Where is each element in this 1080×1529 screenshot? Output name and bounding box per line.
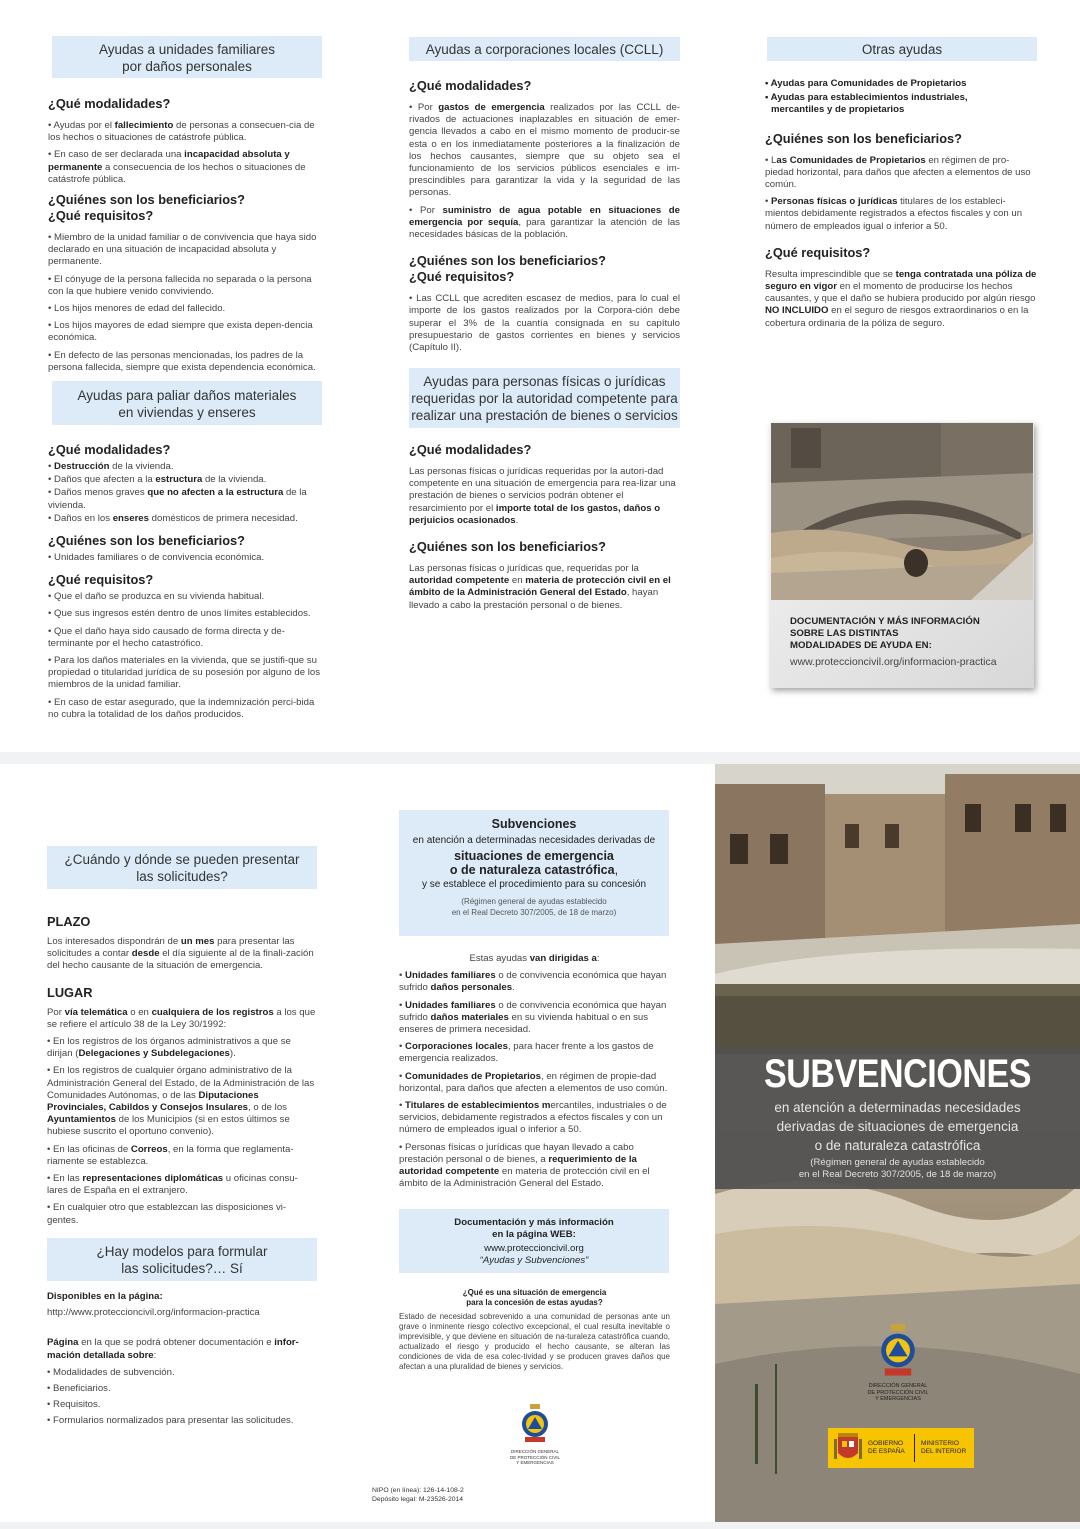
list-item: • En caso de ser declarada una incapacidad absoluta y permanente a consecuencia de los hechos o situaciones de catástrofe pública.	[48, 149, 306, 185]
subvenciones-box	[399, 810, 669, 936]
header-cuando-donde: ¿Cuándo y dónde se pueden presentar las solicitudes?	[47, 846, 317, 889]
paragraph: Resulta imprescindible que se tenga contratada una póliza de seguro en vigor en el momento de producirse los hechos causantes, y que el daño se hubiera producido por algún riesgo NO INCLUIDO en el seguro de riesgos extraordinarios o en la cobertura ordinaria de la póliza de seguro.	[765, 268, 1037, 329]
list-item: • Corporaciones locales, para hacer frente a los gastos de emergencia realizados.	[399, 1041, 654, 1065]
list-item: • En caso de estar asegurado, que la indemnización perci-bida no cubra la totalidad de los daños producidos.	[48, 696, 315, 720]
list-item: • Personas físicas o jurídicas titulares de los estableci-mientos debidamente registrados a efectos fiscales y con un número de empleados igual o inferior a 50.	[765, 196, 1023, 232]
heading-modalidades: ¿Qué modalidades?	[48, 96, 171, 111]
heading-modalidades: ¿Qué modalidades?	[409, 78, 532, 93]
otras-ayudas-list: • Ayudas para Comunidades de Propietarios • Ayudas para establecimientos industriales, mercantiles y de propietarios	[765, 78, 968, 116]
paragraph: Por vía telemática o en cualquiera de los registros a los que se refiere el artículo 38 de la Ley 30/1992:	[47, 1006, 316, 1030]
list-item: • Modalidades de subvención.	[47, 1366, 175, 1378]
list-item: • Daños en los enseres domésticos de primera necesidad.	[48, 512, 298, 524]
list-item: • Que el daño haya sido causado de forma directa y de-terminante por el hecho catastrófico.	[48, 625, 285, 649]
small-logo-text: DIRECCIÓN GENERAL DE PROTECCIÓN CIVIL Y EMERGENCIAS	[509, 1449, 560, 1465]
spain-coat-of-arms-icon	[834, 1431, 862, 1465]
info-card	[770, 422, 1034, 688]
ministerio-text: MINISTERIO DEL INTERIOR	[921, 1440, 967, 1455]
gov-divider	[914, 1434, 915, 1462]
card-url[interactable]: www.proteccioncivil.org/informacion-practica	[790, 656, 997, 668]
list-item: • Personas físicas o jurídicas que hayan llevado a cabo prestación personal o de bienes, a requerimiento de la autoridad competente en materia de protección civil en el ámbito de la Administración General del Estado.	[399, 1141, 650, 1190]
heading-beneficiarios: ¿Quiénes son los beneficiarios?	[48, 533, 245, 549]
box-line2: y se establece el procedimiento para su concesión	[421, 879, 647, 890]
list-item: • Los hijos mayores de edad siempre que exista depen-dencia económica.	[48, 320, 313, 344]
column-top-right	[765, 78, 1037, 335]
doc-box: Documentación y más información en la página WEB: www.proteccioncivil.org “Ayudas y Subvenciones”	[399, 1209, 669, 1273]
list-item: • En las oficinas de Correos, en la forma que reglamenta-riamente se establezca.	[47, 1143, 294, 1167]
cover-title: SUBVENCIONES	[764, 1052, 1031, 1096]
column-top-middle-2	[409, 438, 680, 617]
list-item: • Requisitos.	[47, 1399, 101, 1411]
heading-requisitos: ¿Qué requisitos?	[48, 572, 154, 588]
list-item: • En las representaciones diplomáticas u oficinas consu-lares de España en el extranjero.	[47, 1173, 298, 1197]
heading-beneficiarios: ¿Quiénes son los beneficiarios?	[765, 130, 962, 146]
box-line1: en atención a determinadas necesidades derivadas de	[412, 835, 656, 846]
list-item: • Por gastos de emergencia realizados por las CCLL de-rivados de actuaciones inaplazables en situación de emer-gencia llevados a cabo en el mismo momento de producir-se esta o en los inmediatamente posteriores a la finalización de los hechos causantes, siempre que su objeto sea el funcionamiento de los servicios públicos esenciales e im-prescindibles para garantizar la vida y la seguridad de las personas.	[409, 102, 680, 199]
legal-info: NIPO (en línea): 126-14-108-2 Depósito legal: M-23526-2014	[372, 1487, 464, 1503]
list-item: • Beneficiarios.	[47, 1383, 111, 1395]
heading-modalidades: ¿Qué modalidades?	[48, 442, 171, 457]
column-top-left	[48, 92, 324, 379]
paragraph: Los interesados dispondrán de un mes para presentar las solicitudes a contar desde el día siguiente al de la finali-zación del hecho causante de la situación de emergencia.	[47, 936, 314, 972]
paragraph: Las personas físicas o jurídicas requeridas por la autori-dad competente en una situación de emergencia para rea-lizar una prestación de bienes o servicios podrán obtener el resarcimiento por el importe total de los gastos, daños o perjuicios ocasionados.	[409, 466, 676, 526]
proteccion-civil-emblem-icon	[880, 1324, 916, 1378]
def-text: Estado de necesidad sobrevenido a una comunidad de personas ante un grave o inminente riesgo colectivo excepcional, el cual resulta inevitable o imprevisible, y que deviene en situación de na-turaleza catastrófica cuando, actualizado el riesgo y producido el hecho causante, se alteran las condiciones de vida de esa colec-tividad y se producen graves daños que afectan a una pluralidad de bienes y servicios.	[399, 1312, 670, 1371]
header-danos-materiales: Ayudas para paliar daños materiales en viviendas y enseres	[52, 381, 322, 425]
box-title: Subvenciones	[491, 817, 577, 831]
heading-beneficiarios: ¿Quiénes son los beneficiarios?	[409, 539, 606, 555]
list-item: • Destrucción de la vivienda.	[48, 461, 174, 472]
gobierno-text: GOBIERNO DE ESPAÑA	[868, 1440, 905, 1455]
list-item: • En los registros de cualquier órgano administrativo de la Administración General del Estado, de la Administración de las Comunidades Autónomas, o de las Diputaciones Provinciales, Cabildos y Consejos Insulares, o de los Ayuntamientos de los Municipios (si en estos últimos se hubiese suscrito el oportuno convenio).	[47, 1065, 315, 1138]
list-item: • Titulares de establecimientos mercantiles, industriales o de servicios, debidamente registrados a efectos fiscales y con un número de empleados igual o inferior a 50.	[399, 1100, 667, 1136]
heading-requisitos: ¿Qué requisitos?	[765, 244, 871, 260]
flood-bridge-photo	[771, 423, 1033, 600]
list-item: • Unidades familiares o de convivencia económica.	[48, 552, 265, 564]
header-corporaciones-locales: Ayudas a corporaciones locales (CCLL)	[409, 37, 680, 61]
gobierno-espana-logo	[828, 1428, 974, 1468]
list-item: • En defecto de las personas mencionadas, los padres de la persona fallecida, siempre que exista dependencia económica.	[48, 349, 316, 373]
list-item: • Ayudas por el fallecimiento de personas a consecuen-cia de los hechos o situaciones de catástrofe pública.	[48, 120, 315, 144]
header-otras-ayudas: Otras ayudas	[767, 37, 1037, 61]
column-bottom-left-2	[47, 1291, 317, 1433]
heading-plazo: PLAZO	[47, 914, 91, 929]
cover-panel	[715, 764, 1080, 1526]
list-item: • Que sus ingresos estén dentro de unos límites establecidos.	[48, 608, 311, 620]
list-item: • Que el daño se produzca en su vivienda habitual.	[48, 591, 265, 603]
card-text: DOCUMENTACIÓN Y MÁS INFORMACIÓN SOBRE LAS DISTINTAS MODALIDADES DE AYUDA EN:	[790, 616, 980, 651]
list-item: • En los registros de los órganos administrativos a que se dirijan (Delegaciones y Subdelegaciones).	[47, 1036, 291, 1060]
list-item: • Las Comunidades de Propietarios en régimen de pro-piedad horizontal, para daños que afecten a elementos de uso común.	[765, 154, 1031, 191]
cover-proteccion-civil-logo	[863, 1324, 933, 1403]
heading-beneficiarios: ¿Quiénes son los beneficiarios? ¿Qué requisitos?	[48, 192, 245, 224]
list-item: • El cónyuge de la persona fallecida no separada o la persona con la que hubiere venido conviviendo.	[48, 273, 312, 297]
list-item: • Los hijos menores de edad del fallecido.	[48, 303, 226, 315]
list-item: • Por suministro de agua potable en situaciones de emergencia por sequía, para garantizar la atención de las necesidades básicas de la población.	[409, 204, 680, 241]
list-item: • Unidades familiares o de convivencia económica que hayan sufrido daños materiales en su vivienda habitual o en sus enseres de primera necesidad.	[399, 999, 667, 1036]
dirigidas-intro: Estas ayudas van dirigidas a:	[469, 953, 600, 964]
list-item: • Miembro de la unidad familiar o de convivencia que haya sido declarado en una situación de incapacidad absoluta y permanente.	[48, 232, 317, 268]
header-modelos: ¿Hay modelos para formular las solicitudes?… Sí	[47, 1238, 317, 1281]
paragraph: Página en la que se podrá obtener documentación e infor-mación detallada sobre:	[47, 1337, 299, 1361]
proteccion-civil-logo-small	[505, 1404, 565, 1466]
disponibles-label: Disponibles en la página:	[47, 1291, 163, 1302]
box-big-1: situaciones de emergencia	[454, 849, 614, 863]
box-small: (Régimen general de ayudas establecido en el Real Decreto 307/2005, de 18 de marzo)	[451, 897, 617, 917]
proteccion-civil-emblem-icon	[520, 1404, 550, 1444]
cover-small: (Régimen general de ayudas establecido en el Real Decreto 307/2005, de 18 de marzo)	[798, 1157, 997, 1180]
box-big-2: o de naturaleza catastrófica,	[449, 863, 619, 877]
list-item: • Para los daños materiales en la vivienda, que se justifi-que su propiedad o titularidad jurídica de su posesión por alguno de los miembros de la unidad familiar.	[48, 655, 321, 691]
paragraph: Las personas físicas o jurídicas que, requeridas por la autoridad competente en materia de protección civil en el ámbito de la Administración General del Estado, hayan llevado a cabo la prestación personal o de bienes.	[409, 563, 671, 611]
doc-url[interactable]: www.proteccioncivil.org	[484, 1243, 584, 1254]
list-item: • Formularios normalizados para presentar las solicitudes.	[47, 1415, 294, 1427]
disponibles-url[interactable]: http://www.proteccioncivil.org/informacion-practica	[47, 1307, 260, 1319]
heading-modalidades: ¿Qué modalidades?	[409, 442, 532, 457]
header-ayudas-familiares: Ayudas a unidades familiares por daños personales	[52, 36, 322, 78]
heading-beneficiarios: ¿Quiénes son los beneficiarios? ¿Qué requisitos?	[409, 253, 606, 285]
cover-logo-text: DIRECCIÓN GENERAL DE PROTECCIÓN CIVIL Y EMERGENCIAS	[867, 1383, 929, 1402]
list-item: • Comunidades de Propietarios, en régimen de propie-dad horizontal, para daños que afecten a elementos de uso común.	[399, 1070, 668, 1094]
heading-lugar: LUGAR	[47, 984, 93, 1000]
list-item: • Daños que afecten a la estructura de la vivienda.	[48, 474, 267, 486]
page-divider	[0, 752, 1080, 764]
bottom-bar	[0, 1522, 1080, 1529]
list-item: • Unidades familiares o de convivencia económica que hayan sufrido daños personales.	[399, 970, 667, 994]
column-bottom-left	[47, 910, 317, 1232]
list-item: • En cualquier otro que establezcan las disposiciones vi-gentes.	[47, 1202, 287, 1226]
header-personas-fisicas: Ayudas para personas físicas o jurídicas requeridas por la autoridad competente para realizar una prestación de bienes o servicios	[409, 368, 680, 428]
emergencia-def	[399, 1288, 670, 1372]
list-item: • Daños menos graves que no afecten a la estructura de la vivienda.	[48, 487, 307, 511]
list-item: • Las CCLL que acrediten escasez de medios, para lo cual el importe de los gastos realizados por la Corpora-ción debe superar el 3% de la cuantía consignada en su capítulo presupuestario de gastos corrientes en bienes y servicios (Capítulo II).	[409, 293, 680, 354]
column-bottom-middle	[399, 953, 670, 1195]
def-title: ¿Qué es una situación de emergencia para la concesión de estas ayudas?	[462, 1288, 607, 1307]
cover-subtitle: en atención a determinadas necesidades derivadas de situaciones de emergencia o de naturaleza catastrófica	[774, 1100, 1021, 1153]
column-top-left-2	[48, 438, 324, 726]
column-top-middle	[409, 74, 680, 359]
